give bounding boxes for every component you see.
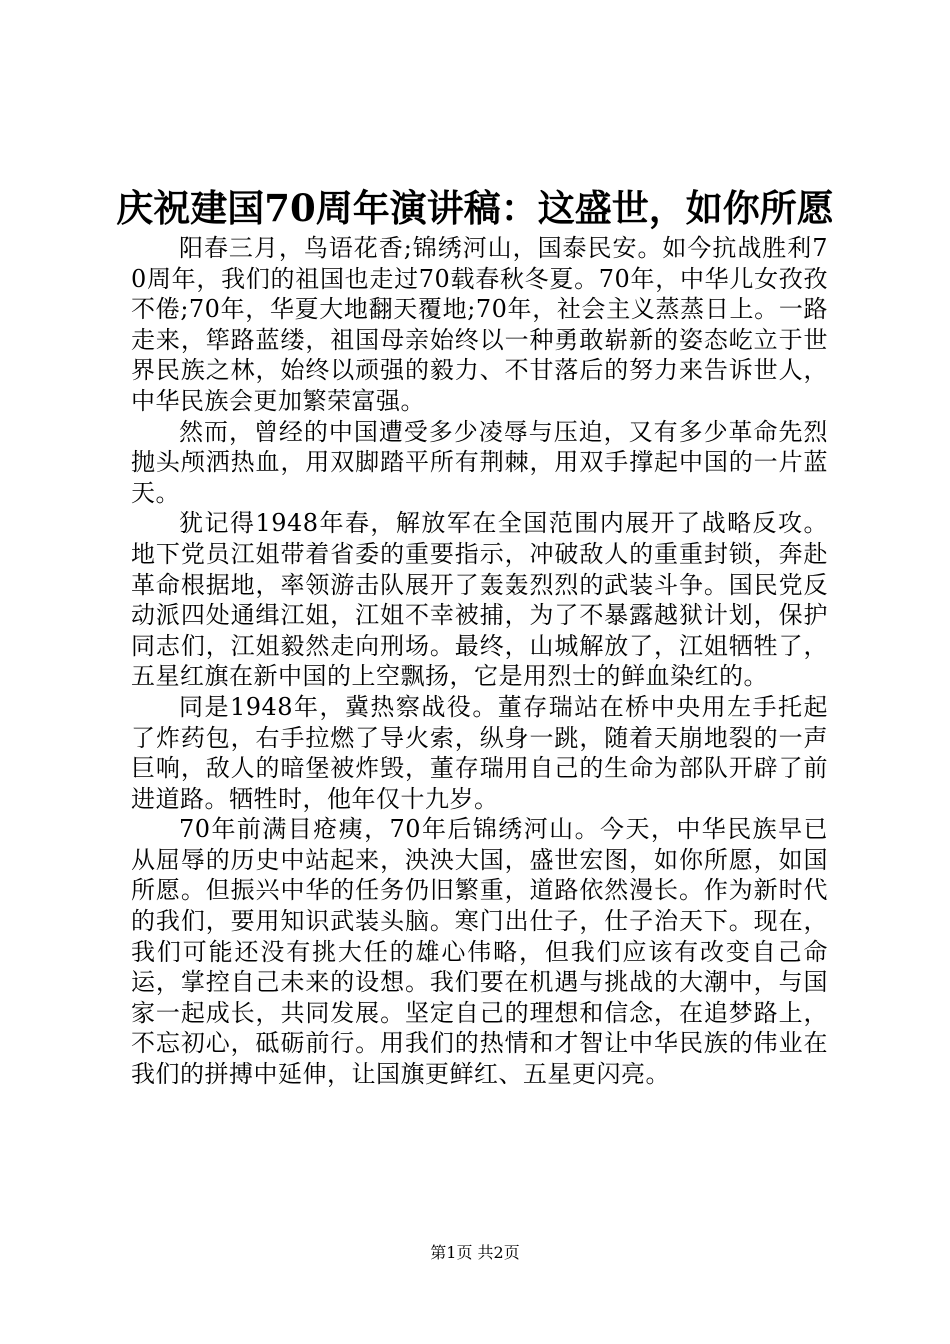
page-footer: 第1页 共2页 [430, 1243, 520, 1262]
paragraph-4: 同是1948年，冀热察战役。董存瑞站在桥中央用左手托起了炸药包，右手拉燃了导火索，纵身一跳，随着天崩地裂的一声巨响，敌人的暗堡被炸毁，董存瑞用自己的生命为部队开辟了前进道路。牺牲时，他年仅十九岁。 [131, 692, 828, 813]
paragraph-5: 70年前满目疮痍，70年后锦绣河山。今天，中华民族早已从屈辱的历史中站起来，泱泱大国，盛世宏图，如你所愿，如国所愿。但振兴中华的任务仍旧繁重，道路依然漫长。作为新时代的我们，要用知识武装头脑。寒门出仕子，仕子治天下。现在，我们可能还没有挑大任的雄心伟略，但我们应该有改变自己命运，掌控自己未来的设想。我们要在机遇与挑战的大潮中，与国家一起成长，共同发展。坚定自己的理想和信念，在追梦路上，不忘初心，砥砺前行。用我们的热情和才智让中华民族的伟业在我们的拼搏中延伸，让国旗更鲜红、五星更闪亮。 [131, 815, 828, 1089]
document-body [131, 233, 828, 1090]
paragraph-2: 然而，曾经的中国遭受多少凌辱与压迫，又有多少革命先烈抛头颅洒热血，用双脚踏平所有荆棘，用双手撑起中国的一片蓝天。 [131, 417, 828, 507]
document-title: 庆祝建国70周年演讲稿：这盛世，如你所愿 [116, 186, 834, 230]
paragraph-3: 犹记得1948年春，解放军在全国范围内展开了战略反攻。地下党员江姐带着省委的重要指示，冲破敌人的重重封锁，奔赴革命根据地，率领游击队展开了轰轰烈烈的武装斗争。国民党反动派四处通缉江姐，江姐不幸被捕，为了不暴露越狱计划，保护同志们，江姐毅然走向刑场。最终，山城解放了，江姐牺牲了，五星红旗在新中国的上空飘扬，它是用烈士的鲜血染红的。 [131, 509, 828, 691]
paragraph-1: 阳春三月，鸟语花香;锦绣河山，国泰民安。如今抗战胜利70周年，我们的祖国也走过70载春秋冬夏。70年，中华儿女孜孜不倦;70年，华夏大地翻天覆地;70年，社会主义蒸蒸日上。一路走来，筚路蓝缕，祖国母亲始终以一种勇敢崭新的姿态屹立于世界民族之林，始终以顽强的毅力、不甘落后的努力来告诉世人，中华民族会更加繁荣富强。 [131, 234, 828, 415]
